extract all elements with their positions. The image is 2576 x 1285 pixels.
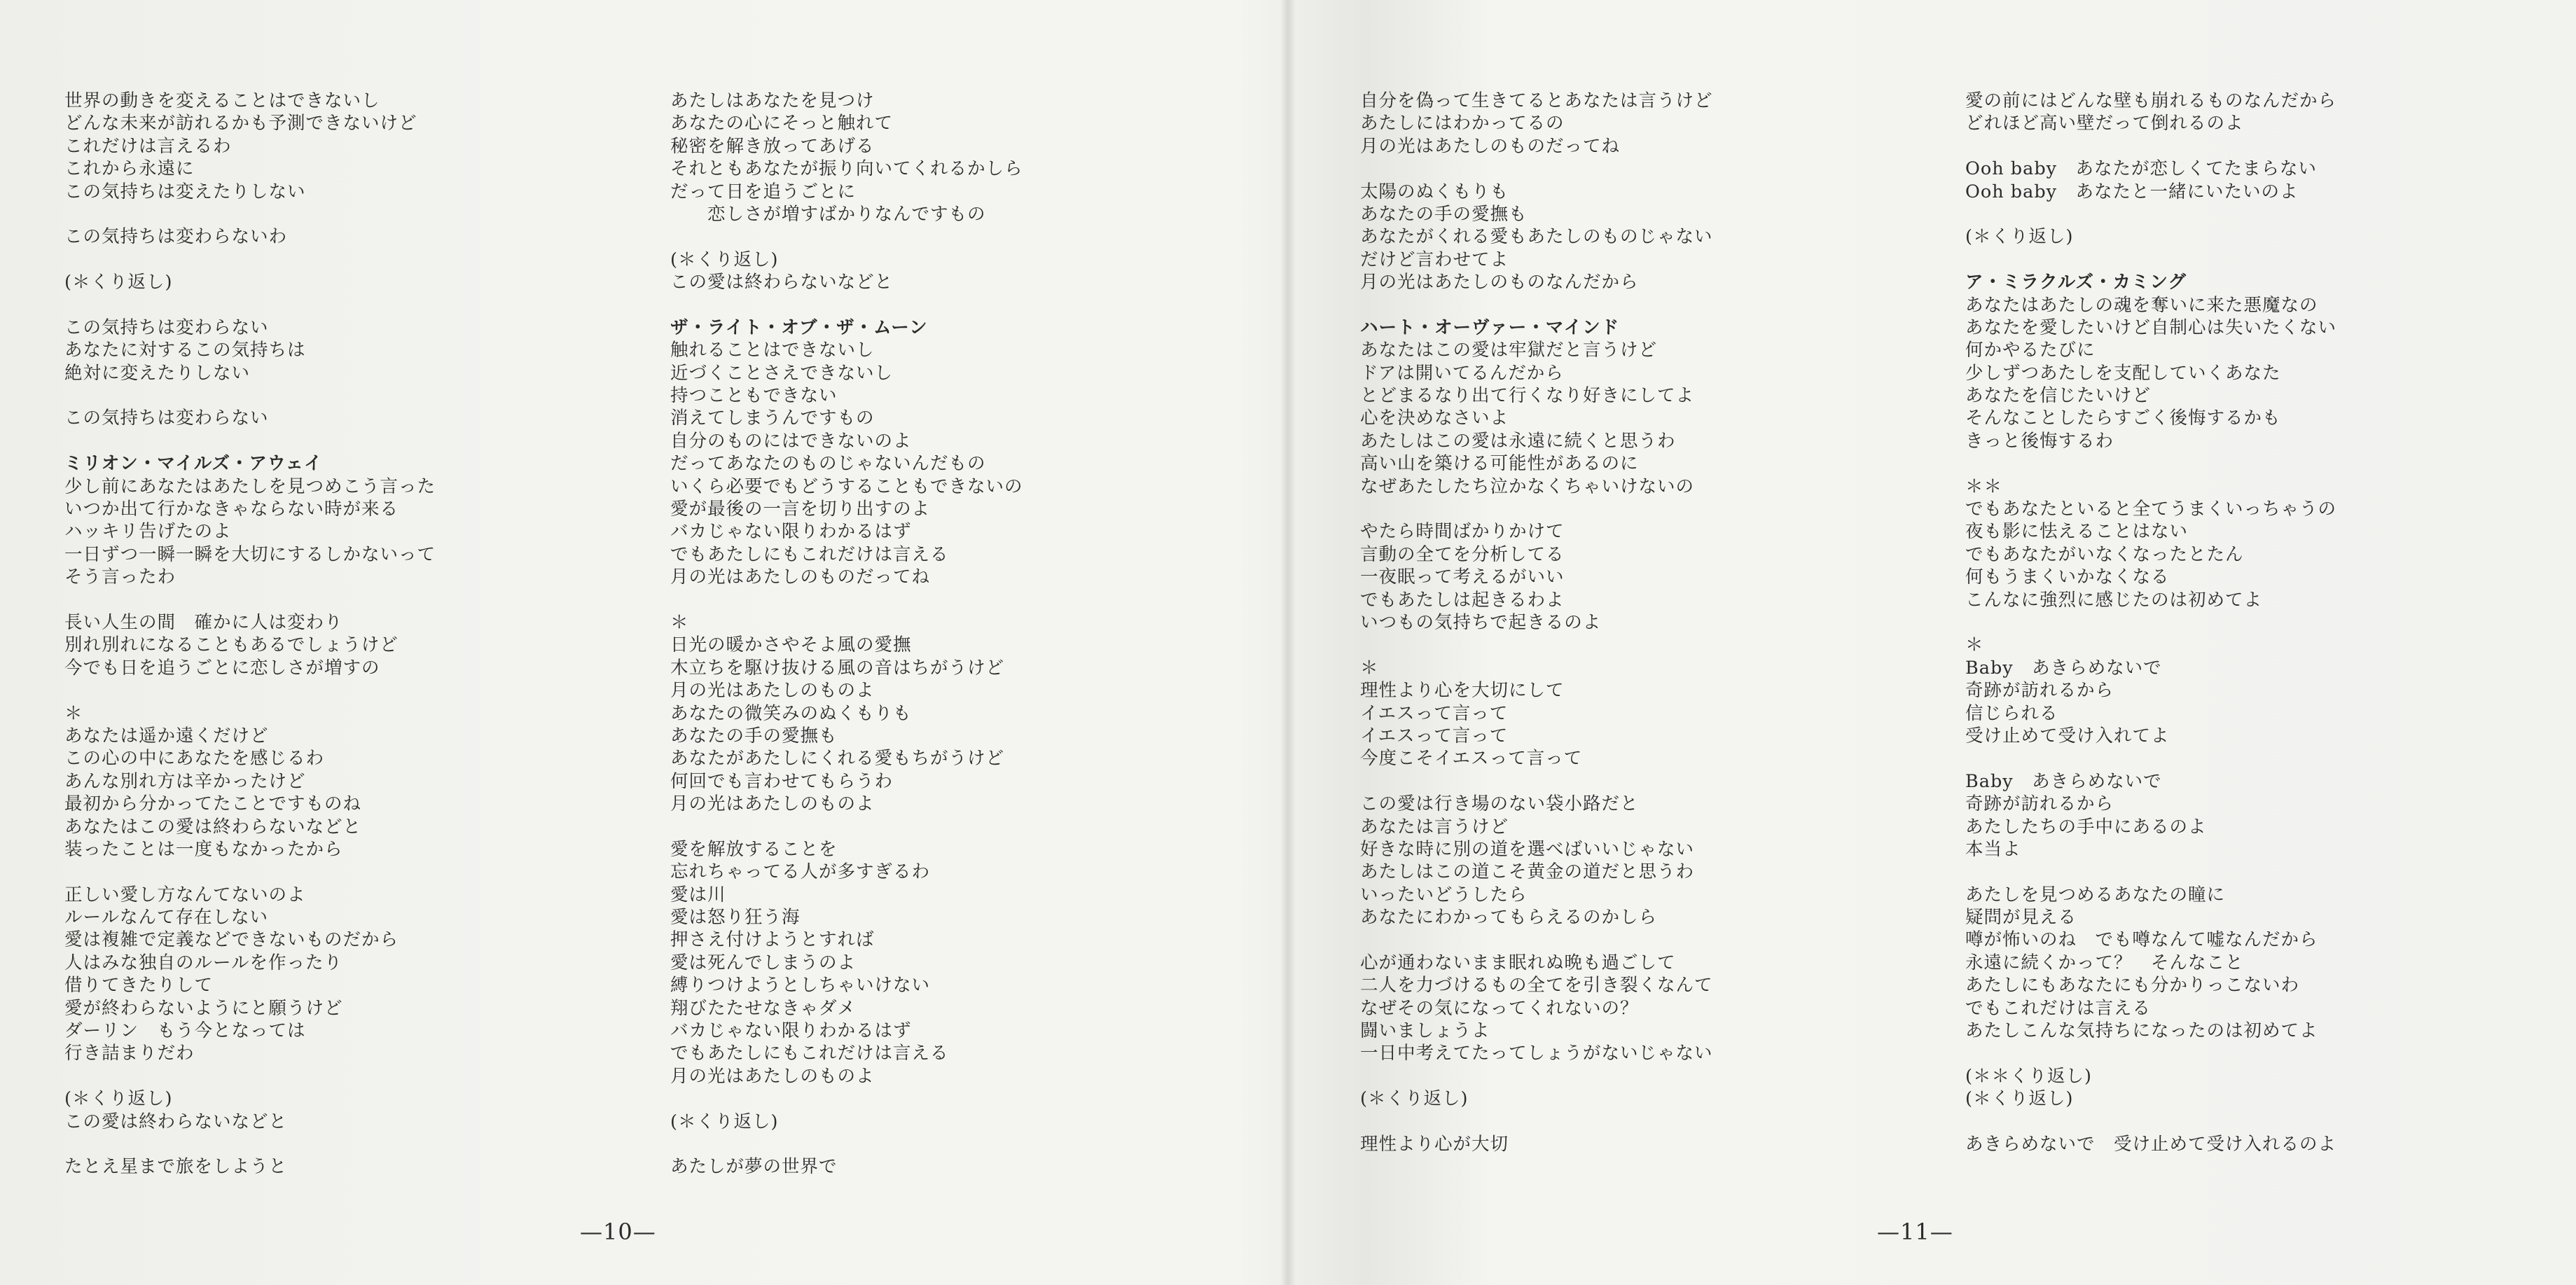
lyric-line: 本当よ [1965, 838, 2021, 860]
lyric-line: (＊くり返し) [1360, 1088, 1469, 1110]
lyric-line: あきらめないで 受け止めて受け入れるのよ [1965, 1133, 2337, 1155]
lyric-line: 愛は複雑で定義などできないものだから [64, 929, 399, 951]
blank-line [670, 1133, 1175, 1155]
lyric-line: (＊＊くり返し) [1965, 1065, 2092, 1087]
lyric-line: 少しずつあたしを支配していくあなた [1965, 362, 2281, 384]
lyric-line: イエスって言って [1360, 725, 1509, 746]
lyric-line: 少し前にあなたはあたしを見つめこう言った [64, 475, 436, 497]
lyric-line: あなたを愛したいけど自制心は失いたくない [1965, 317, 2337, 338]
lyric-line: でもあたしにもこれだけは言える [670, 543, 949, 565]
blank-line [1965, 861, 2470, 883]
lyric-line: こんなに強烈に感じたのは初めてよ [1965, 589, 2263, 611]
lyric-line: 何かやるたびに [1965, 340, 2096, 361]
lyric-line: Ooh baby あなたと一緒にいたいのよ [1965, 181, 2299, 202]
lyric-line: あたしはこの愛は永遠に続くと思うわ [1360, 430, 1676, 452]
lyric-line: 愛が終わらないようにと願うけど [64, 997, 343, 1019]
blank-line [670, 589, 1175, 611]
lyric-line: あたしはあなたを見つけ [670, 90, 875, 111]
lyric-line: 世界の動きを変えることはできないし [64, 90, 380, 111]
lyric-line: この愛は行き場のない袋小路だと [1360, 793, 1639, 815]
lyric-line: いったいどうしたら [1360, 884, 1528, 905]
lyric-line: 自分を偽って生きてるとあなたは言うけど [1360, 90, 1713, 111]
lyric-line: 自分のものにはできないのよ [670, 430, 912, 452]
lyrics-column-2 [670, 90, 1175, 1179]
lyric-line: あなたはこの愛は終わらないなどと [64, 816, 362, 838]
lyric-line: あなたに対するこの気持ちは [64, 340, 306, 361]
lyric-line: 噂が怖いのね でも噂なんて嘘なんだから [1965, 929, 2318, 951]
lyric-line: ＊ [1965, 634, 1984, 656]
lyric-line: 今でも日を追うごとに恋しさが増すの [64, 657, 380, 679]
lyric-line: 近づくことさえできないし [670, 362, 894, 384]
blank-line [670, 294, 1175, 317]
lyric-line: なぜあたしたち泣かなくちゃいけないの [1360, 475, 1695, 497]
lyric-line: ＊ [670, 611, 689, 633]
lyric-line: あなたはあたしの魂を奪いに来た悪魔なの [1965, 294, 2318, 316]
song-title: ミリオン・マイルズ・アウェイ [64, 453, 323, 475]
lyric-line: 信じられる [1965, 702, 2058, 724]
lyrics-column-1 [64, 90, 569, 1179]
lyric-line: 高い山を築ける可能性があるのに [1360, 453, 1639, 475]
lyric-line: あなたがくれる愛もあたしのものじゃない [1360, 226, 1713, 248]
lyric-line: 月の光はあたしのものだってね [1360, 135, 1621, 157]
lyric-line: 愛は怒り狂う海 [670, 907, 801, 929]
lyric-line: 最初から分かってたことですものね [64, 793, 362, 815]
lyric-line: でもあたしにもこれだけは言える [670, 1043, 949, 1064]
lyric-line: 木立ちを駆け抜ける風の音はちがうけど [670, 657, 1005, 679]
lyric-line: 今度こそイエスって言って [1360, 748, 1583, 770]
lyric-line: 受け止めて受け入れてよ [1965, 725, 2170, 746]
lyric-line: 心を決めなさいよ [1360, 408, 1509, 429]
lyric-line: (＊くり返し) [670, 249, 779, 270]
lyric-line: あなたを信じたいけど [1965, 385, 2152, 407]
blank-line [1360, 770, 1864, 793]
lyric-line: ダーリン もう今となっては [64, 1020, 306, 1042]
lyrics-column-4 [1965, 90, 2470, 1155]
lyric-line: そう言ったわ [64, 567, 176, 588]
blank-line [64, 1133, 569, 1155]
lyric-line: 正しい愛し方なんてないのよ [64, 884, 306, 905]
blank-line [64, 249, 569, 271]
lyric-line: 闘いましょうよ [1360, 1020, 1490, 1042]
lyric-line: Ooh baby あなたが恋しくてたまらない [1965, 158, 2318, 180]
lyrics-column-3 [1360, 90, 1864, 1155]
lyric-line: 一日ずつ一瞬一瞬を大切にするしかないって [64, 543, 436, 565]
lyric-line: この気持ちは変わらない [64, 317, 269, 338]
page-number-left: —10— [580, 1218, 656, 1245]
lyric-line: 恋しさが増すばかりなんですもの [670, 203, 986, 225]
lyric-line: とどまるなり出て行くなり好きにしてよ [1360, 385, 1695, 407]
lyric-line: あたしはこの道こそ黄金の道だと思うわ [1360, 861, 1695, 883]
lyric-line: 何もうまくいかなくなる [1965, 567, 2170, 588]
lyric-line: 理性より心を大切にして [1360, 680, 1565, 702]
lyric-line: バカじゃない限りわかるはず [670, 521, 912, 543]
lyric-line: あたしが夢の世界で [670, 1156, 838, 1178]
page-number-right: —11— [1877, 1218, 1953, 1245]
lyric-line: 二人を力づけるもの全てを引き裂くなんて [1360, 975, 1713, 996]
lyric-line: たとえ星まで旅をしようと [64, 1156, 288, 1178]
lyric-line: 好きな時に別の道を選べばいいじゃない [1360, 838, 1695, 860]
lyric-line: あなたの手の愛撫も [670, 725, 838, 746]
lyric-line: きっと後悔するわ [1965, 430, 2114, 452]
lyric-line: この心の中にあなたを感じるわ [64, 748, 325, 770]
lyric-line: ハッキリ告げたのよ [64, 521, 232, 543]
lyric-line: 月の光はあたしのものよ [670, 1065, 875, 1087]
lyric-line: いつか出て行かなきゃならない時が来る [64, 499, 399, 520]
blank-line [1965, 747, 2470, 770]
lyric-line: あたしにはわかってるの [1360, 113, 1565, 134]
lyric-line: (＊くり返し) [64, 1088, 173, 1110]
lyric-line: 愛が最後の一言を切り出すのよ [670, 499, 931, 520]
song-title: ア・ミラクルズ・カミング [1965, 272, 2187, 293]
lyric-line: 夜も影に怯えることはない [1965, 521, 2189, 543]
lyric-line: いくら必要でもどうすることもできないの [670, 475, 1023, 497]
lyric-line: 奇跡が訪れるから [1965, 680, 2114, 702]
lyric-line: あたしにもあなたにも分かりっこないわ [1965, 975, 2300, 996]
blank-line [670, 225, 1175, 248]
blank-line [64, 430, 569, 452]
lyric-line: どれほど高い壁だって倒れるのよ [1965, 113, 2244, 134]
lyric-line: だって日を追うごとに [670, 181, 857, 202]
lyric-line: あたしこんな気持ちになったのは初めてよ [1965, 1020, 2318, 1042]
lyric-line: この気持ちは変わらないわ [64, 226, 288, 248]
lyric-line: 消えてしまうんですもの [670, 408, 875, 429]
lyric-line: 日光の暖かさやそよ風の愛撫 [670, 634, 912, 656]
lyric-line: これから永遠に [64, 158, 195, 180]
blank-line [670, 1088, 1175, 1110]
lyric-line: そんなことしたらすごく後悔するかも [1965, 408, 2281, 429]
blank-line [64, 384, 569, 407]
lyric-line: (＊くり返し) [1965, 226, 2074, 248]
lyric-line: 押さえ付けようとすれば [670, 929, 875, 951]
blank-line [64, 294, 569, 317]
blank-line [1360, 294, 1864, 317]
lyric-line: 愛の前にはどんな壁も崩れるものなんだから [1965, 90, 2337, 111]
song-title: ハート・オーヴァー・マインド [1360, 317, 1620, 338]
lyric-line: 月の光はあたしのものだってね [670, 567, 931, 588]
blank-line [64, 203, 569, 225]
lyric-line: 絶対に変えたりしない [64, 362, 251, 384]
lyric-line: あなたにわかってもらえるのかしら [1360, 907, 1658, 929]
lyric-line: 忘れちゃってる人が多すぎるわ [670, 861, 931, 883]
lyric-line: 一日中考えてたってしょうがないじゃない [1360, 1043, 1713, 1064]
page-gutter [1280, 0, 1296, 1285]
lyric-line: この気持ちは変わらない [64, 408, 269, 429]
lyric-line: 月の光はあたしのものよ [670, 680, 875, 702]
blank-line [1965, 249, 2470, 271]
lyric-line: でもあたしは起きるわよ [1360, 589, 1565, 611]
lyric-line: だってあなたのものじゃないんだもの [670, 453, 986, 475]
lyric-line: どんな未来が訪れるかも予測できないけど [64, 113, 417, 134]
lyric-line: (＊くり返し) [670, 1111, 779, 1132]
lyric-line: 翔びたたせなきゃダメ [670, 997, 857, 1019]
lyric-line: 何回でも言わせてもらうわ [670, 770, 894, 792]
blank-line [1965, 203, 2470, 225]
blank-line [1965, 135, 2470, 158]
lyric-line: あなたの手の愛撫も [1360, 203, 1528, 225]
lyric-line: この気持ちは変えたりしない [64, 181, 306, 202]
lyric-line: いつもの気持ちで起きるのよ [1360, 611, 1602, 633]
blank-line [64, 679, 569, 702]
lyric-line: あたしを見つめるあなたの瞳に [1965, 884, 2226, 905]
lyric-line: 行き詰まりだわ [64, 1043, 195, 1064]
lyric-line: あなたがあたしにくれる愛もちがうけど [670, 748, 1005, 770]
lyric-line: でもあなたといると全てうまくいっちゃうの [1965, 499, 2337, 520]
blank-line [64, 1065, 569, 1088]
lyric-line: 秘密を解き放ってあげる [670, 135, 875, 157]
lyric-line: 月の光はあたしのものよ [670, 793, 875, 815]
lyric-line: Baby あきらめないで [1965, 770, 2162, 792]
lyric-line: この愛は終わらないなどと [670, 272, 894, 293]
lyric-line: ＊＊ [1965, 475, 2003, 497]
blank-line [64, 589, 569, 611]
lyric-line: だけど言わせてよ [1360, 249, 1509, 270]
lyric-line: 長い人生の間 確かに人は変わり [64, 611, 343, 633]
lyric-line: あたしたちの手中にあるのよ [1965, 816, 2207, 838]
lyric-line: あなたは遥か遠くだけど [64, 725, 269, 746]
lyric-line: 月の光はあたしのものなんだから [1360, 272, 1639, 293]
lyric-line: あなたの心にそっと触れて [670, 113, 894, 134]
lyric-line: 愛は川 [670, 884, 726, 905]
lyric-line: あなたの微笑みのぬくもりも [670, 702, 912, 724]
lyric-line: ＊ [64, 702, 83, 724]
lyric-line: 装ったことは一度もなかったから [64, 838, 343, 860]
blank-line [1965, 611, 2470, 634]
blank-line [670, 816, 1175, 838]
lyric-line: あなたは言うけど [1360, 816, 1509, 838]
lyric-line: でもこれだけは言える [1965, 997, 2152, 1019]
lyric-line: イエスって言って [1360, 702, 1509, 724]
lyric-line: ＊ [1360, 657, 1379, 679]
lyric-line: 太陽のぬくもりも [1360, 181, 1509, 202]
blank-line [1965, 452, 2470, 475]
lyric-line: 縛りつけようとしちゃいけない [670, 975, 931, 996]
lyric-line: (＊くり返し) [64, 272, 173, 293]
lyric-line: なぜその気になってくれないの？ [1360, 997, 1639, 1019]
lyric-line: ルールなんて存在しない [64, 907, 268, 929]
lyric-line: 疑問が見える [1965, 907, 2077, 929]
lyric-line: 心が通わないまま眠れぬ晩も過ごして [1360, 952, 1676, 973]
blank-line [64, 861, 569, 883]
lyric-line: 一夜眠って考えるがいい [1360, 567, 1565, 588]
lyric-line: 愛は死んでしまうのよ [670, 952, 857, 973]
lyric-line: 言動の全てを分析してる [1360, 543, 1565, 565]
lyric-line: ドアは開いてるんだから [1360, 362, 1564, 384]
blank-line [1360, 929, 1864, 951]
blank-line [1360, 158, 1864, 180]
lyric-line: 人はみな独自のルールを作ったり [64, 952, 342, 973]
lyric-line: この愛は終わらないなどと [64, 1111, 288, 1132]
lyric-line: 持つこともできない [670, 385, 838, 407]
lyric-line: やたら時間ばかりかけて [1360, 521, 1565, 543]
lyric-line: (＊くり返し) [1965, 1088, 2074, 1110]
lyric-line: あなたはこの愛は牢獄だと言うけど [1360, 340, 1658, 361]
blank-line [1360, 1065, 1864, 1088]
song-title: ザ・ライト・オブ・ザ・ムーン [670, 317, 928, 338]
lyric-line: 理性より心が大切 [1360, 1133, 1509, 1155]
blank-line [1360, 634, 1864, 656]
lyric-line: あんな別れ方は辛かったけど [64, 770, 306, 792]
lyric-line: 永遠に続くかって？ そんなこと [1965, 952, 2244, 973]
blank-line [1360, 1111, 1864, 1133]
blank-line [1965, 1111, 2470, 1133]
lyric-line: 別れ別れになることもあるでしょうけど [64, 634, 399, 656]
blank-line [1360, 498, 1864, 520]
lyric-line: 奇跡が訪れるから [1965, 793, 2114, 815]
lyric-line: 借りてきたりして [64, 975, 214, 996]
lyric-line: 触れることはできないし [670, 340, 875, 361]
lyric-line: それともあなたが振り向いてくれるかしら [670, 158, 1023, 180]
lyric-line: Baby あきらめないで [1965, 657, 2162, 679]
lyric-line: でもあなたがいなくなったとたん [1965, 543, 2244, 565]
lyric-line: これだけは言えるわ [64, 135, 232, 157]
lyric-line: バカじゃない限りわかるはず [670, 1020, 912, 1042]
blank-line [1965, 1042, 2470, 1064]
lyric-line: 愛を解放することを [670, 838, 838, 860]
